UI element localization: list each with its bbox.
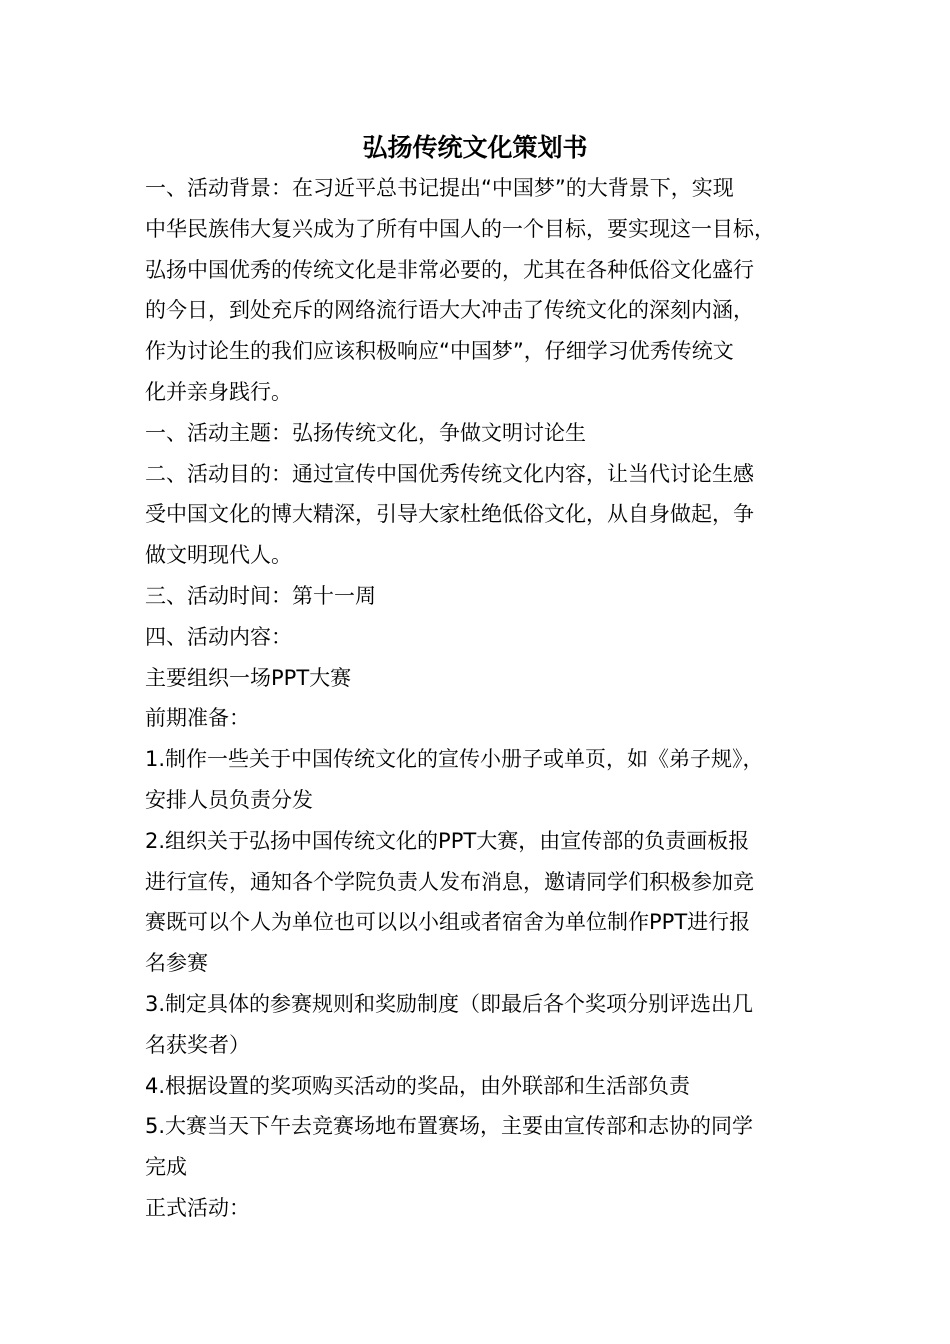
text-line: 赛既可以个人为单位也可以以小组或者宿舍为单位制作PPT进行报 [145, 910, 751, 935]
text-line: 一、活动主题：弘扬传统文化，争做文明讨论生 [145, 420, 586, 445]
text-line: 的今日，到处充斥的网络流行语大大冲击了传统文化的深刻内涵， [145, 298, 754, 323]
text-line: 一、活动背景：在习近平总书记提出“中国梦”的大背景下，实现 [145, 176, 734, 200]
text-line: 主要组织一场PPT大赛 [145, 665, 352, 690]
text-line: 作为讨论生的我们应该积极响应“中国梦”，仔细学习优秀传统文 [145, 339, 734, 364]
document-title: 弘扬传统文化策划书 [362, 133, 588, 162]
text-line: 做文明现代人。 [145, 543, 292, 568]
text-line: 弘扬中国优秀的传统文化是非常必要的，尤其在各种低俗文化盛行 [145, 257, 754, 282]
text-line: 名获奖者） [145, 1032, 250, 1057]
text-line: 二、活动目的：通过宣传中国优秀传统文化内容，让当代讨论生感 [145, 461, 754, 486]
text-line: 正式活动： [145, 1195, 250, 1220]
text-line: 5.大赛当天下午去竞赛场地布置赛场，主要由宣传部和志协的同学 [145, 1114, 754, 1139]
text-line: 1.制作一些关于中国传统文化的宣传小册子或单页，如《弟子规》， [145, 747, 764, 772]
text-line: 中华民族伟大复兴成为了所有中国人的一个目标，要实现这一目标， [145, 216, 775, 241]
text-line: 2.组织关于弘扬中国传统文化的PPT大赛，由宣传部的负责画板报 [145, 828, 750, 853]
text-line: 安排人员负责分发 [145, 787, 313, 812]
text-line: 3.制定具体的参赛规则和奖励制度（即最后各个奖项分别评选出几 [145, 991, 754, 1016]
text-line: 受中国文化的博大精深，引导大家杜绝低俗文化，从自身做起，争 [145, 502, 754, 527]
text-line: 进行宣传，通知各个学院负责人发布消息，邀请同学们积极参加竞 [145, 869, 754, 894]
text-line: 完成 [145, 1155, 187, 1180]
text-line: 化并亲身践行。 [145, 379, 292, 404]
text-line: 4.根据设置的奖项购买活动的奖品，由外联部和生活部负责 [145, 1073, 691, 1098]
document-body [145, 168, 825, 1229]
text-line: 前期准备： [145, 706, 250, 731]
text-line: 四、活动内容： [145, 624, 292, 649]
text-line: 名参赛 [145, 951, 208, 976]
text-line: 三、活动时间：第十一周 [145, 583, 376, 608]
